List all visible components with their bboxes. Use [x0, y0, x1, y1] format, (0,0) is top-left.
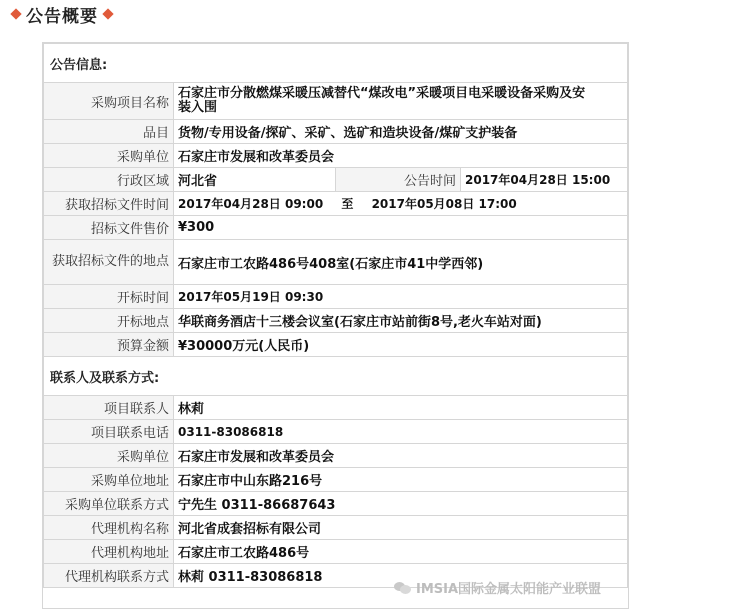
doc-time-end: 2017年05月08日 17:00	[371, 197, 517, 211]
doc-time-label: 获取招标文件时间	[44, 192, 174, 216]
project-contact-label: 项目联系人	[44, 396, 174, 420]
budget-value: ¥30000万元(人民币)	[174, 333, 628, 357]
publish-time-label: 公告时间	[336, 168, 461, 192]
budget-label: 预算金额	[44, 333, 174, 357]
purchaser-contact-label: 采购单位联系方式	[44, 492, 174, 516]
doc-price-value: ¥300	[174, 216, 628, 240]
agency-address-value: 石家庄市工农路486号	[174, 540, 628, 564]
section-header	[12, 2, 112, 26]
open-place-value: 华联商务酒店十三楼会议室(石家庄市站前街8号,老火车站对面)	[174, 309, 628, 333]
announcement-table	[43, 43, 628, 588]
page-title: 公告概要	[26, 6, 98, 27]
announcement-panel	[42, 42, 629, 609]
contact-section-title: 联系人及联系方式:	[44, 357, 628, 396]
doc-price-label: 招标文件售价	[44, 216, 174, 240]
region-label: 行政区域	[44, 168, 174, 192]
project-name-value: 石家庄市分散燃煤采暖压减替代“煤改电”采暖项目电采暖设备采购及安装入围	[174, 83, 628, 120]
watermark-text: IMSIA国际金属太阳能产业联盟	[416, 582, 602, 597]
doc-place-label: 获取招标文件的地点	[44, 240, 174, 285]
purchaser-label: 采购单位	[44, 144, 174, 168]
agency-contact-label: 代理机构联系方式	[44, 564, 174, 588]
agency-address-label: 代理机构地址	[44, 540, 174, 564]
doc-place-value: 石家庄市工农路486号408室(石家庄市41中学西邻)	[174, 240, 628, 285]
publish-time-value: 2017年04月28日 15:00	[461, 168, 628, 192]
agency-name-value: 河北省成套招标有限公司	[174, 516, 628, 540]
open-time-label: 开标时间	[44, 285, 174, 309]
project-phone-label: 项目联系电话	[44, 420, 174, 444]
purchaser-contact-value: 宁先生 0311-86687643	[174, 492, 628, 516]
agency-name-label: 代理机构名称	[44, 516, 174, 540]
doc-time-separator: 至	[341, 197, 354, 211]
purchaser-address-value: 石家庄市中山东路216号	[174, 468, 628, 492]
project-name-label: 采购项目名称	[44, 83, 174, 120]
project-phone-value: 0311-83086818	[174, 420, 628, 444]
wechat-icon	[394, 581, 412, 595]
project-contact-value: 林莉	[174, 396, 628, 420]
purchaser-value: 石家庄市发展和改革委员会	[174, 144, 628, 168]
open-time-value: 2017年05月19日 09:30	[174, 285, 628, 309]
doc-time-value	[174, 192, 628, 216]
category-value: 货物/专用设备/探矿、采矿、选矿和造块设备/煤矿支护装备	[174, 120, 628, 144]
category-label: 品目	[44, 120, 174, 144]
contact-purchaser-label: 采购单位	[44, 444, 174, 468]
doc-time-start: 2017年04月28日 09:00	[178, 197, 324, 211]
diamond-icon	[10, 8, 21, 19]
open-place-label: 开标地点	[44, 309, 174, 333]
region-value: 河北省	[174, 168, 336, 192]
purchaser-address-label: 采购单位地址	[44, 468, 174, 492]
watermark	[394, 578, 601, 597]
diamond-icon	[102, 8, 113, 19]
announcement-section-title: 公告信息:	[44, 44, 628, 83]
agency-contact-value: 林莉 0311-83086818	[174, 564, 628, 588]
contact-purchaser-value: 石家庄市发展和改革委员会	[174, 444, 628, 468]
